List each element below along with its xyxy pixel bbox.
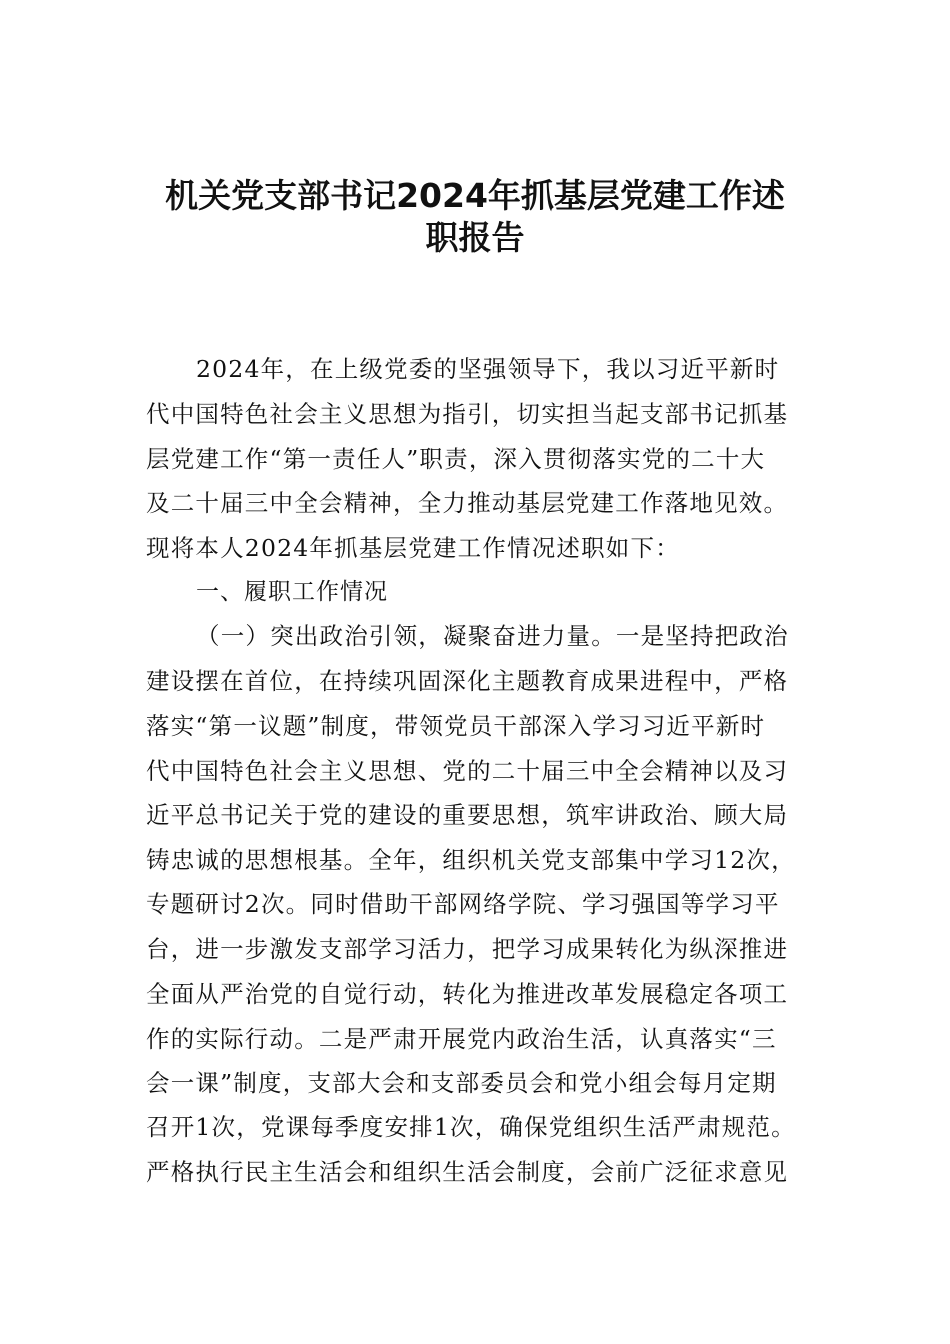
paragraph-line: 层党建工作“第一责任人”职责，深入贯彻落实党的二十大 — [146, 445, 766, 473]
paragraph-line: 及二十届三中全会精神，全力推动基层党建工作落地见效。 — [146, 489, 789, 517]
paragraph-line: 建设摆在首位，在持续巩固深化主题教育成果进程中，严格 — [146, 667, 789, 695]
paragraph-line: 代中国特色社会主义思想为指引，切实担当起支部书记抓基 — [146, 400, 789, 428]
section-heading: 一、履职工作情况 — [196, 579, 388, 605]
paragraph-line: 严格执行民主生活会和组织生活会制度，会前广泛征求意见 — [146, 1158, 789, 1186]
paragraph-line: 落实“第一议题”制度，带领党员干部深入学习习近平新时 — [146, 712, 766, 740]
paragraph-line: （一）突出政治引领，凝聚奋进力量。一是坚持把政治 — [196, 622, 789, 650]
paragraph-line: 铸忠诚的思想根基。全年，组织机关党支部集中学习12次， — [146, 846, 796, 874]
paragraph-line: 2024年，在上级党委的坚强领导下，我以习近平新时 — [196, 355, 780, 383]
paragraph-line: 作的实际行动。二是严肃开展党内政治生活，认真落实“三 — [146, 1025, 777, 1053]
paragraph-line: 代中国特色社会主义思想、党的二十届三中全会精神以及习 — [146, 757, 789, 785]
paragraph-line: 全面从严治党的自觉行动，转化为推进改革发展稳定各项工 — [146, 980, 789, 1008]
paragraph-line: 现将本人2024年抓基层党建工作情况述职如下： — [146, 534, 680, 562]
paragraph-line: 台，进一步激发支部学习活力，把学习成果转化为纵深推进 — [146, 935, 789, 963]
document-title-line-1: 机关党支部书记2024年抓基层党建工作述 — [165, 176, 785, 215]
paragraph-line: 会一课”制度，支部大会和支部委员会和党小组会每月定期 — [146, 1069, 777, 1097]
paragraph-line: 近平总书记关于党的建设的重要思想，筑牢讲政治、顾大局 — [146, 801, 789, 829]
document-title-line-2: 职报告 — [425, 218, 525, 257]
paragraph-line: 专题研讨2次。同时借助干部网络学院、学习强国等学习平 — [146, 890, 780, 918]
paragraph-line: 召开1次，党课每季度安排1次，确保党组织生活严肃规范。 — [146, 1113, 796, 1141]
